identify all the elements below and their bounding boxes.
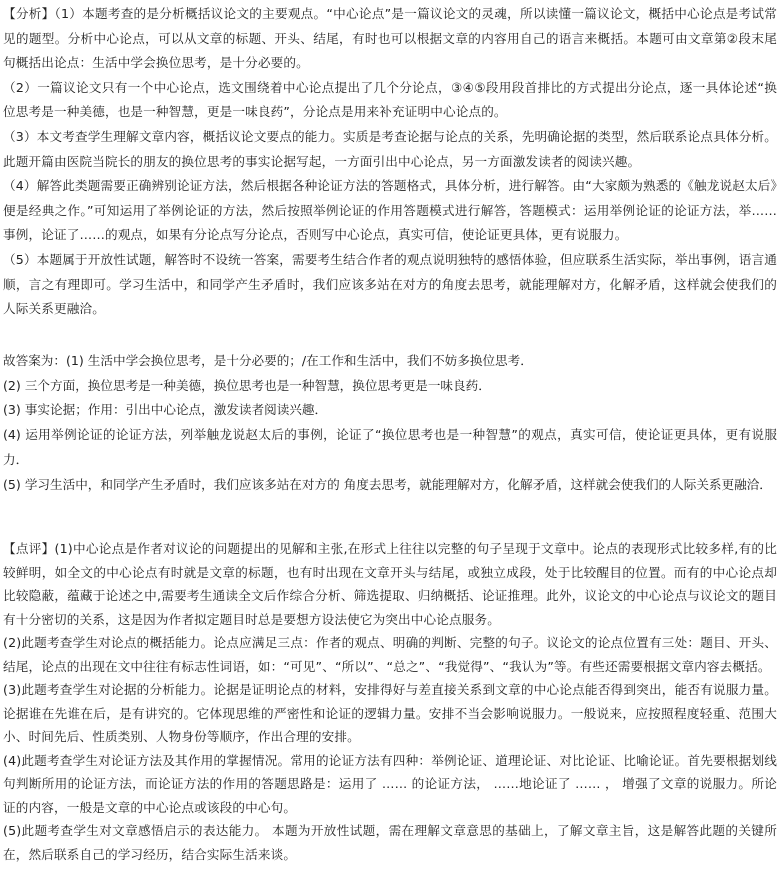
analysis-paragraph-3: （3）本文考查学生理解文章内容，概括议论文要点的能力。实质是考查论据与论点的关系，先明确论据的类型，然后联系论点具体分析。此题开篇由医院当院长的朋友的换位思考的事实论据写起，一方面引出中心论点，另一方面激发读者的阅读兴趣。 [3, 128, 777, 169]
answer-line-5: (5) 学习生活中，和同学产生矛盾时，我们应该多站在对方的 角度去思考，就能理解对方，化解矛盾，这样就会使我们的人际关系更融洽． [3, 476, 772, 492]
analysis-paragraph-1: 【分析】（1）本题考查的是分析概括议论文的主要观点。“中心论点”是一篇议论文的灵魂，所以读懂一篇议论文，概括中心论点是考试常见的题型。分析中心论点，可以从文章的标题、开头、结尾，有时也可以根据文章的内容用自己的语言来概括。本题可由文章第②段末尾句概括出论点：生活中学会换位思考，是十分必要的。 [3, 6, 777, 71]
analysis-paragraph-5: （5）本题属于开放性试题，解答时不设统一答案，需要考生结合作者的观点说明独特的感悟体验，但应联系生活实际，举出事例，语言通顺，言之有理即可。学习生活中，和同学产生矛盾时，我们应该多站在对方的角度去思考，就能理解对方，化解矛盾，这样就会使我们的人际关系更融洽。 [3, 251, 777, 317]
review-paragraph-4: (4)此题考查学生对论证方法及其作用的掌握情况。常用的论证方法有四种：举例论证、道理论证、对比论证、比喻论证。首先要根据划线句判断所用的论证方法，而论证方法的作用的答题思路是：运用了 …… 的论证方法， ……地论证了 …… ， 增强了文章的说服力。所论证的内容，一般是文章的中心论点或该段的中心句。 [3, 752, 777, 815]
analysis-paragraph-2: （2）一篇议论文只有一个中心论点，选文围绕着中心论点提出了几个分论点，③④⑤段用段首排比的方式提出分论点，逐一具体论述“换位思考是一种美德，也是一种智慧，更是一味良药”，分论点是用来补充证明中心论点的。 [3, 79, 777, 120]
answer-line-3: (3) 事实论据；作用：引出中心论点，激发读者阅读兴趣． [3, 402, 328, 418]
analysis-paragraph-4: （4）解答此类题需要正确辨别论证方法，然后根据各种论证方法的答题格式，具体分析，进行解答。由“大家颇为熟悉的《触龙说赵太后》便是经典之作。”可知运用了举例论证的方法，然后按照举例论证的作用答题模式进行解答，答题模式：运用举例论证的论证方法，举……事例，论证了……的观点，如果有分论点写分论点，否则写中心论点，真实可信，使论证更具体，更有说服力。 [3, 178, 777, 243]
answers-section [3, 349, 777, 497]
review-section [3, 537, 777, 866]
answer-line-2: (2) 三个方面，换位思考是一种美德，换位思考也是一种智慧，换位思考更是一味良药． [3, 377, 491, 393]
review-paragraph-2: (2)此题考查学生对论点的概括能力。论点应满足三点：作者的观点、明确的判断、完整的句子。议论文的论点位置有三处：题目、开头、结尾，论点的出现在文中往往有标志性词语，如：“可见”、“所以”、“总之”、“我觉得”、“我认为”等。有些还需要根据文章内容去概括。 [3, 635, 777, 674]
answer-line-1: 故答案为：(1) 生活中学会换位思考，是十分必要的；/在工作和生活中，我们不妨多换位思考． [3, 353, 533, 368]
answer-line-4: (4) 运用举例论证的论证方法，列举触龙说赵太后的事例，论证了“换位思考也是一种智慧”的观点，真实可信，使论证更具体，更有说服力． [3, 427, 777, 467]
review-paragraph-1: 【点评】(1)中心论点是作者对议论的问题提出的见解和主张,在形式上往往以完整的句子呈现于文章中。论点的表现形式比较多样,有的比较鲜明，如全文的中心论点有时就是文章的标题，也有时出现在文章开头与结尾，或独立成段，处于比较醒目的位置。而有的中心论点却比较隐蔽，蕴藏于论述之中,需要考生通读全文后作综合分析、筛选提取、归纳概括、论证推理。此外，议论文的中心论点与议论文的题目有十分密切的关系，这是因为作者拟定题目时总是要想方设法使它为突出中心论点服务。 [3, 541, 777, 627]
analysis-section [3, 2, 777, 322]
review-paragraph-3: (3)此题考查学生对论据的分析能力。论据是证明论点的材料，安排得好与差直接关系到文章的中心论点能否得到突出，能否有说服力量。论据谁在先谁在后，是有讲究的。它体现思维的严密性和论证的逻辑力量。安排不当会影响说服力。一般说来，应按照程度轻重、范围大小、时间先后、性质类别、人物身份等顺序，作出合理的安排。 [3, 682, 777, 744]
review-paragraph-5: (5)此题考查学生对文章感悟启示的表达能力。 本题为开放性试题，需在理解文章意思的基础上，了解文章主旨，这是解答此题的关键所在，然后联系自己的学习经历，结合实际生活来谈。 [3, 823, 777, 862]
